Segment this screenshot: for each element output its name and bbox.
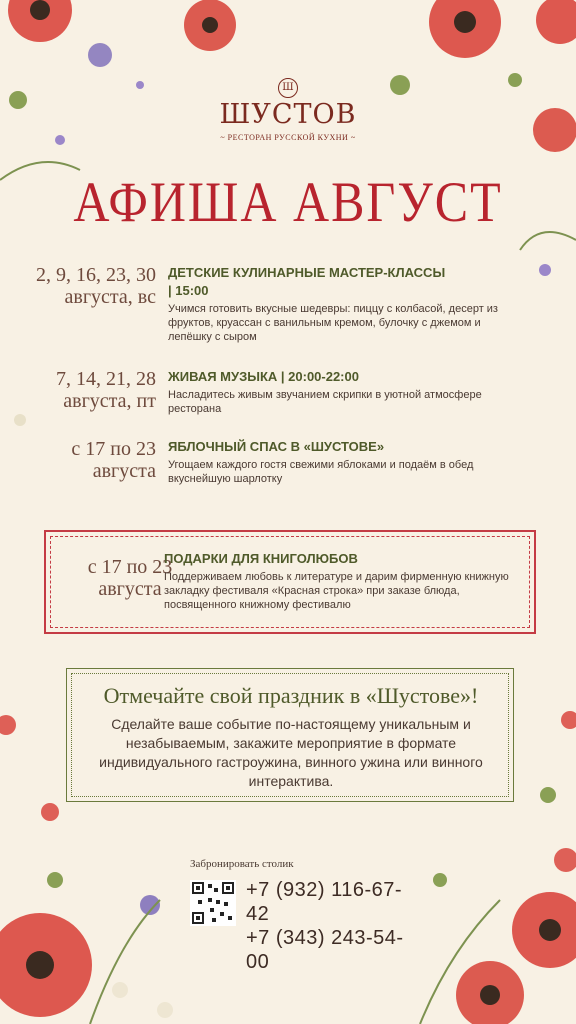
event-date: 7, 14, 21, 28 августа, пт [56,368,156,412]
event-heading: ЯБЛОЧНЫЙ СПАС В «ШУСТОВЕ» [168,439,385,454]
celebration-promo-box [66,668,514,802]
gift-event-box [44,530,536,634]
event-heading: ЖИВАЯ МУЗЫКА | 20:00-22:00 [168,369,359,384]
gift-event-heading: ПОДАРКИ ДЛЯ КНИГОЛЮБОВ [164,551,358,566]
event-date: 2, 9, 16, 23, 30 августа, вс [36,264,156,308]
promo-text: Сделайте ваше событие по-настоящему уникальным и незабываемым, закажите мероприятие в формате индивидуального гастроужина, винного ужина или винного интерактива. [99,716,483,789]
event-date: с 17 по 23 августа [71,438,156,482]
restaurant-logo [200,78,376,142]
qr-code-icon[interactable] [190,880,236,926]
restaurant-subtitle: ~ РЕСТОРАН РУССКОЙ КУХНИ ~ [220,133,356,142]
phone-list [246,878,420,974]
booking-section [190,858,420,973]
event-description: Насладитесь живым звучанием скрипки в уютной атмосфере ресторана [168,389,482,415]
flowers-left-side [0,414,63,888]
event-info [168,438,508,486]
flowers-right-side [540,711,576,872]
gift-event-description: Поддерживаем любовь к литературе и дарим фирменную книжную закладку фестиваля «Красная строка» при заказе блюда, посвященного книжному фестивалю [164,571,509,611]
gift-event-info [164,550,528,612]
logo-emblem-icon: Ш [278,78,298,98]
event-description: Угощаем каждого гостя свежими яблоками и подаём в обед вкуснейшую шарлотку [168,459,474,485]
page-title: АФИША АВГУСТ [73,169,503,234]
phone-link-2[interactable]: +7 (343) 243-54-00 [246,927,404,973]
booking-label: Забронировать столик [190,858,294,870]
gift-event-date: с 17 по 23 августа [87,556,173,600]
event-info [168,368,508,416]
poppy-bottom-right [420,873,576,1024]
restaurant-name: ШУСТОВ [219,99,357,130]
phone-link-1[interactable]: +7 (932) 116-67-42 [246,879,403,925]
event-description: Учимся готовить вкусные шедевры: пиццу с колбасой, десерт из фруктов, круассан с ванильным кремом, булочку с джемом и лепёшку с сыром [168,303,498,343]
promo-title: Отмечайте свой праздник в «Шустове»! [103,683,479,708]
event-heading: ДЕТСКИЕ КУЛИНАРНЫЕ МАСТЕР-КЛАССЫ | 15:00 [168,265,446,298]
poppy-bottom-left [0,895,173,1024]
event-info [168,264,508,344]
